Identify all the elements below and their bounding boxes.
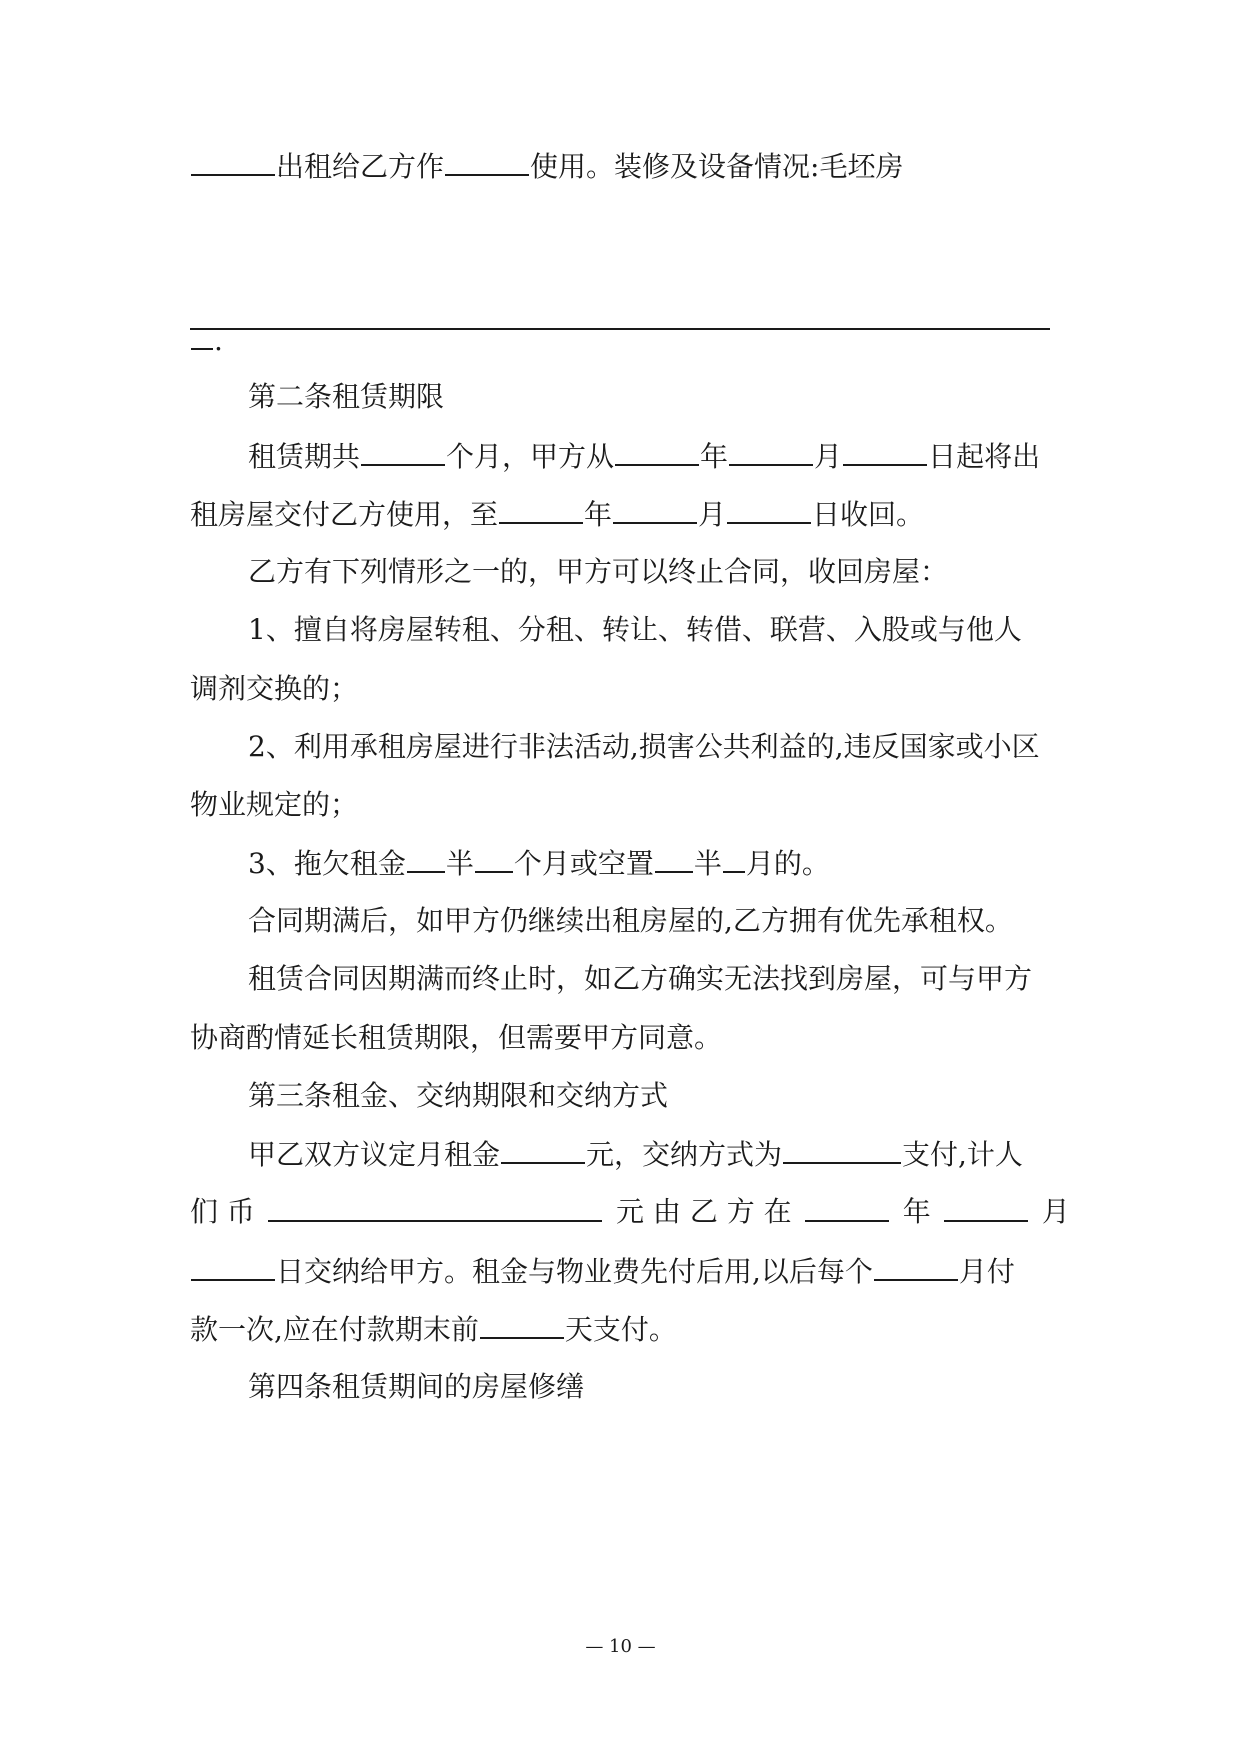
text-span: 3、拖欠租金	[248, 847, 406, 880]
text-span: 月	[1041, 1195, 1070, 1228]
text-span: 租房屋交付乙方使用，至	[190, 498, 499, 531]
text-span: 半	[445, 847, 474, 880]
text-span: 月的。	[745, 847, 830, 880]
text-line	[248, 436, 1070, 477]
fill-blank	[874, 1251, 958, 1281]
fill-blank	[843, 436, 927, 466]
text-span: 半	[693, 847, 722, 880]
fill-blank	[944, 1192, 1028, 1222]
text-span: 个月，甲方从	[446, 440, 615, 473]
text-line	[248, 843, 1070, 884]
text-span: 天支付。	[564, 1313, 677, 1346]
fill-blank	[783, 1134, 901, 1164]
text-line: 调剂交换的；	[190, 672, 359, 705]
text-span: 年	[700, 440, 729, 473]
text-span: 款一次,应在付款期末前	[190, 1313, 479, 1346]
text-span: 元 由 乙 方 在	[616, 1195, 792, 1228]
article-heading: 第四条租赁期间的房屋修缮	[248, 1370, 585, 1403]
text-line: 物业规定的；	[190, 788, 359, 821]
text-line: 乙方有下列情形之一的，甲方可以终止合同，收回房屋：	[248, 555, 949, 588]
fill-blank	[407, 843, 445, 873]
fill-blank	[361, 436, 445, 466]
text-line	[190, 320, 1070, 361]
text-line: 协商酌情延长租赁期限，但需要甲方同意。	[190, 1021, 723, 1054]
text-line	[190, 1192, 1070, 1232]
text-span: .	[214, 324, 223, 357]
text-line	[190, 1251, 1070, 1292]
fill-blank	[191, 1251, 275, 1281]
fill-blank	[445, 146, 529, 176]
text-span: 使用。装修及设备情况:毛坯房	[530, 150, 904, 183]
text-span: 年	[584, 498, 613, 531]
text-span: 月	[814, 440, 843, 473]
fill-blank	[499, 494, 583, 524]
text-line: 合同期满后，如甲方仍继续出租房屋的,乙方拥有优先承租权。	[248, 904, 1013, 937]
fill-blank	[615, 436, 699, 466]
fill-blank	[480, 1309, 564, 1339]
fill-blank	[655, 843, 693, 873]
text-span: 个月或空置	[513, 847, 654, 880]
text-line: 1、擅自将房屋转租、分租、转让、转借、联营、入股或与他人	[248, 613, 1022, 646]
text-span: 支付,计人	[902, 1138, 1023, 1171]
fill-blank	[727, 494, 811, 524]
fill-blank	[475, 843, 513, 873]
text-line	[190, 146, 1070, 187]
article-heading: 第二条租赁期限	[248, 380, 445, 413]
fill-blank	[613, 494, 697, 524]
text-line: 2、利用承租房屋进行非法活动,损害公共利益的,违反国家或小区	[248, 730, 1040, 763]
text-span: 日交纳给甲方。租金与物业费先付后用,以后每个	[276, 1255, 873, 1288]
text-line	[190, 494, 1070, 535]
fill-blank	[191, 320, 213, 350]
text-span: 月付	[958, 1255, 1015, 1288]
text-span: 月	[698, 498, 727, 531]
text-span: 出租给乙方作	[276, 150, 445, 183]
text-span: 租赁期共	[248, 440, 361, 473]
fill-blank	[805, 1192, 889, 1222]
text-span: 元，交纳方式为	[586, 1138, 783, 1171]
fill-blank	[501, 1134, 585, 1164]
fill-blank	[723, 843, 745, 873]
text-span: 日收回。	[812, 498, 925, 531]
text-line: 租赁合同因期满而终止时，如乙方确实无法找到房屋，可与甲方	[248, 962, 1033, 995]
page-number: — 10 —	[585, 1636, 656, 1657]
text-line	[248, 1134, 1070, 1175]
text-span: 日起将出	[928, 440, 1041, 473]
fill-blank	[191, 146, 275, 176]
fill-blank	[729, 436, 813, 466]
article-heading: 第三条租金、交纳期限和交纳方式	[248, 1079, 669, 1112]
text-span: 甲乙双方议定月租金	[248, 1138, 501, 1171]
text-line	[190, 1309, 1070, 1350]
text-span: 们 币	[190, 1195, 255, 1228]
fill-blank	[268, 1192, 602, 1222]
text-span: 年	[902, 1195, 931, 1228]
